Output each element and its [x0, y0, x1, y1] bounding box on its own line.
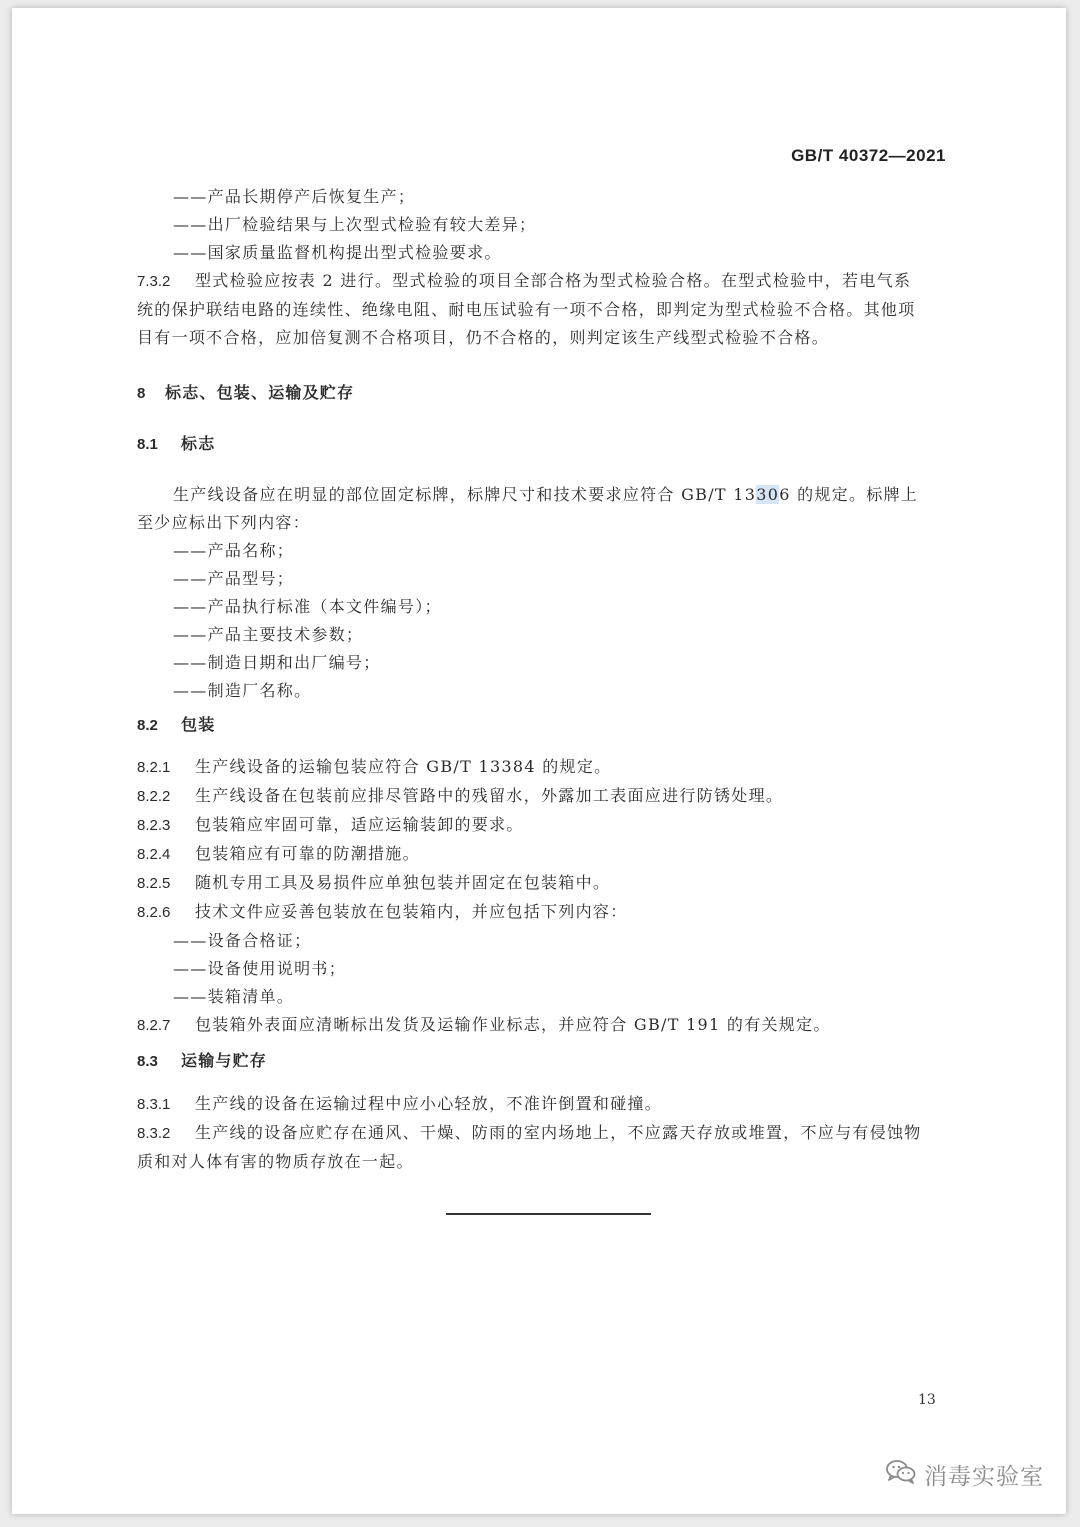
section-7-3-tail	[137, 183, 959, 352]
section-8-3-body	[137, 1090, 959, 1176]
section-number: 8.3	[137, 1053, 158, 1070]
text-selection: 30	[756, 485, 780, 504]
clause-number: 7.3.2	[137, 273, 171, 290]
watermark-text: 消毒实验室	[924, 1464, 1044, 1490]
clause-text-line: 统的保护联结电路的连续性、绝缘电阻、耐电压试验有一项不合格，即判定为型式检验不合格。其他项	[137, 300, 916, 319]
clause-8-2-2: 8.2.2 生产线设备在包装前应排尽管路中的残留水，外露加工表面应进行防锈处理。	[137, 786, 784, 805]
list-item: ——产品主要技术参数；	[173, 625, 364, 644]
clause-text-line: 质和对人体有害的物质存放在一起。	[137, 1152, 414, 1171]
watermark	[886, 1458, 1044, 1491]
clause-text: 型式检验应按表 2 进行。型式检验的项目全部合格为型式检验合格。在型式检验中，若电气系	[195, 271, 912, 290]
section-number: 8.2	[137, 717, 158, 734]
document-page	[12, 8, 1066, 1514]
section-title: 标志	[181, 434, 216, 453]
clause-8-3-1: 8.3.1 生产线的设备在运输过程中应小心轻放，不准许倒置和碰撞。	[137, 1094, 663, 1113]
section-8-2-heading	[137, 711, 959, 740]
clause-8-2-5: 8.2.5 随机专用工具及易损件应单独包装并固定在包装箱中。	[137, 873, 611, 892]
list-item: ——产品执行标准（本文件编号）；	[173, 597, 442, 616]
list-item: ——产品长期停产后恢复生产；	[173, 187, 416, 206]
section-8-1-heading	[137, 430, 959, 459]
end-rule	[446, 1213, 651, 1215]
list-item: ——装箱清单。	[173, 987, 295, 1006]
clause-8-3-2: 8.3.2 生产线的设备应贮存在通风、干燥、防雨的室内场地上，不应露天存放或堆置，不应与有侵蚀物	[137, 1123, 922, 1142]
section-number: 8.1	[137, 436, 158, 453]
list-item: ——国家质量监督机构提出型式检验要求。	[173, 243, 502, 262]
paragraph-line: 至少应标出下列内容：	[137, 513, 311, 532]
paragraph-line: 生产线设备应在明显的部位固定标牌，标牌尺寸和技术要求应符合 GB/T 13306 的规定。标牌上	[173, 485, 919, 504]
section-number: 8	[137, 385, 146, 402]
list-item: ——产品名称；	[173, 541, 295, 560]
clause-8-2-3: 8.2.3 包装箱应牢固可靠，适应运输装卸的要求。	[137, 815, 524, 834]
clause-7-3-2	[137, 267, 959, 296]
wechat-icon	[886, 1459, 916, 1491]
clause-8-2-7: 8.2.7 包装箱外表面应清晰标出发货及运输作业标志，并应符合 GB/T 191 的有关规定。	[137, 1015, 831, 1034]
section-title: 运输与贮存	[181, 1051, 268, 1070]
section-8-3-heading	[137, 1047, 959, 1076]
standard-code: GB/T 40372—2021	[791, 146, 946, 165]
section-8-heading	[137, 379, 959, 408]
clause-8-2-6: 8.2.6 技术文件应妥善包装放在包装箱内，并应包括下列内容：	[137, 902, 628, 921]
section-8-2-body	[137, 753, 959, 1040]
list-item: ——出厂检验结果与上次型式检验有较大差异；	[173, 215, 537, 234]
list-item: ——制造厂名称。	[173, 681, 312, 700]
section-title: 包装	[181, 715, 216, 734]
list-item: ——设备合格证；	[173, 931, 312, 950]
clause-text-line: 目有一项不合格，应加倍复测不合格项目，仍不合格的，则判定该生产线型式检验不合格。	[137, 328, 830, 347]
section-8-1-body	[137, 481, 959, 705]
clause-8-2-1: 8.2.1 生产线设备的运输包装应符合 GB/T 13384 的规定。	[137, 757, 612, 776]
page-number: 13	[918, 1392, 936, 1408]
list-item: ——制造日期和出厂编号；	[173, 653, 381, 672]
list-item: ——设备使用说明书；	[173, 959, 347, 978]
list-item: ——产品型号；	[173, 569, 295, 588]
clause-8-2-4: 8.2.4 包装箱应有可靠的防潮措施。	[137, 844, 420, 863]
section-title: 标志、包装、运输及贮存	[165, 383, 355, 402]
